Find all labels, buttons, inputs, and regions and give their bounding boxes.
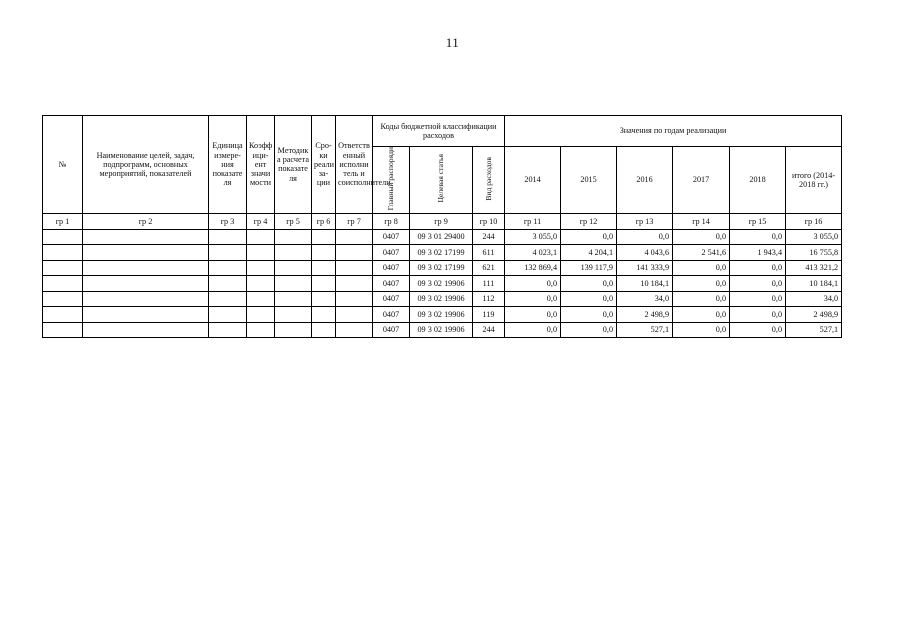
table-cell: [83, 276, 209, 292]
header-number: №: [43, 116, 83, 214]
table-cell: [209, 322, 247, 338]
table-cell: 0407: [373, 291, 410, 307]
table-cell: [247, 291, 275, 307]
table-cell: [336, 245, 373, 261]
table-cell: 0407: [373, 260, 410, 276]
budget-table: [42, 115, 842, 338]
header-target-article: Целевая статья: [410, 147, 473, 214]
table-cell: [209, 245, 247, 261]
group-label: гр 9: [410, 213, 473, 229]
header-values-by-year: Значения по годам реализации: [505, 116, 842, 147]
table-cell: 0,0: [673, 291, 730, 307]
table-row: [43, 229, 842, 245]
header-year-2016: 2016: [617, 147, 673, 214]
table-cell: 0,0: [730, 229, 786, 245]
header-year-2015: 2015: [561, 147, 617, 214]
table-cell: 0407: [373, 322, 410, 338]
table-cell: 0,0: [617, 229, 673, 245]
table-cell: [43, 322, 83, 338]
table-cell: [336, 307, 373, 323]
header-term: Сро-ки реали за-ции: [312, 116, 336, 214]
group-label: гр 7: [336, 213, 373, 229]
table-cell: [275, 307, 312, 323]
table-cell: 0,0: [561, 229, 617, 245]
table-body: [43, 229, 842, 338]
header-unit: Единица измере-ния показате ля: [209, 116, 247, 214]
table-cell: 0,0: [730, 307, 786, 323]
table-cell: 527,1: [617, 322, 673, 338]
table-cell: 09 3 02 19906: [410, 322, 473, 338]
table-cell: [43, 307, 83, 323]
group-label: гр 16: [786, 213, 842, 229]
table-cell: [275, 291, 312, 307]
table-cell: 611: [473, 245, 505, 261]
table-cell: 0,0: [505, 307, 561, 323]
table-cell: [312, 307, 336, 323]
table-cell: 09 3 02 17199: [410, 260, 473, 276]
group-label: гр 15: [730, 213, 786, 229]
group-label: гр 14: [673, 213, 730, 229]
table-cell: 0,0: [561, 322, 617, 338]
group-label: гр 6: [312, 213, 336, 229]
table-cell: [209, 276, 247, 292]
table-cell: [43, 276, 83, 292]
table-cell: [209, 291, 247, 307]
table-cell: 0407: [373, 245, 410, 261]
table-cell: [275, 276, 312, 292]
group-label: гр 10: [473, 213, 505, 229]
table-cell: 0,0: [673, 322, 730, 338]
table-cell: [83, 245, 209, 261]
table-cell: 0407: [373, 229, 410, 245]
table-cell: 0,0: [673, 307, 730, 323]
table-cell: [83, 307, 209, 323]
table-cell: [275, 322, 312, 338]
table-cell: 621: [473, 260, 505, 276]
table-cell: [43, 260, 83, 276]
page-number: 11: [445, 35, 460, 50]
table-cell: [209, 307, 247, 323]
table-cell: 111: [473, 276, 505, 292]
table-cell: 4 204,1: [561, 245, 617, 261]
group-label: гр 13: [617, 213, 673, 229]
group-label: гр 2: [83, 213, 209, 229]
table-cell: 09 3 01 29400: [410, 229, 473, 245]
table-cell: 09 3 02 19906: [410, 291, 473, 307]
table-cell: 3 055,0: [786, 229, 842, 245]
group-label: гр 5: [275, 213, 312, 229]
table-cell: 2 498,9: [786, 307, 842, 323]
table-cell: 0,0: [673, 260, 730, 276]
table-cell: [312, 291, 336, 307]
header-year-2017: 2017: [673, 147, 730, 214]
group-label: гр 12: [561, 213, 617, 229]
group-label: гр 3: [209, 213, 247, 229]
table-cell: 09 3 02 19906: [410, 307, 473, 323]
table-cell: 0,0: [730, 322, 786, 338]
group-label: гр 4: [247, 213, 275, 229]
table-cell: 0,0: [561, 291, 617, 307]
table-cell: [43, 229, 83, 245]
table-cell: [312, 229, 336, 245]
header-budget-codes: Коды бюджетной классификации расходов: [373, 116, 505, 147]
table-row: [43, 291, 842, 307]
table-cell: [336, 260, 373, 276]
header-responsible: Ответств енный исполни тель и соисполнители: [336, 116, 373, 214]
table-cell: 0,0: [673, 229, 730, 245]
table-cell: 10 184,1: [786, 276, 842, 292]
table-cell: 34,0: [786, 291, 842, 307]
table-row: [43, 276, 842, 292]
table-cell: 527,1: [786, 322, 842, 338]
table-cell: 132 869,4: [505, 260, 561, 276]
table-cell: 413 321,2: [786, 260, 842, 276]
table-cell: 34,0: [617, 291, 673, 307]
table-cell: 09 3 02 17199: [410, 245, 473, 261]
table-row: [43, 260, 842, 276]
header-coefficient: Коэфф ици-ент значи мости: [247, 116, 275, 214]
table-cell: [247, 229, 275, 245]
table-cell: 2 541,6: [673, 245, 730, 261]
table-cell: [83, 322, 209, 338]
table-cell: [336, 276, 373, 292]
table-cell: [312, 322, 336, 338]
table-row: [43, 245, 842, 261]
table-cell: 244: [473, 229, 505, 245]
header-name: Наименование целей, задач, подпрограмм, основных мероприятий, показателей: [83, 116, 209, 214]
table-cell: 0,0: [505, 322, 561, 338]
table-cell: [209, 260, 247, 276]
table-cell: 244: [473, 322, 505, 338]
table-cell: 2 498,9: [617, 307, 673, 323]
table-cell: 112: [473, 291, 505, 307]
table-cell: [247, 260, 275, 276]
table-cell: 4 043,6: [617, 245, 673, 261]
table-cell: 4 023,1: [505, 245, 561, 261]
table-cell: [83, 260, 209, 276]
table-cell: 0,0: [505, 276, 561, 292]
table-cell: [247, 245, 275, 261]
table-cell: [312, 276, 336, 292]
table-cell: 10 184,1: [617, 276, 673, 292]
table-cell: 0,0: [730, 291, 786, 307]
table-cell: [336, 322, 373, 338]
table-cell: 0,0: [673, 276, 730, 292]
table-cell: [209, 229, 247, 245]
table-cell: [83, 229, 209, 245]
header-expense-type: Вид расходов: [473, 147, 505, 214]
table-cell: 09 3 02 19906: [410, 276, 473, 292]
header-method: Методик а расчета показате ля: [275, 116, 312, 214]
table-cell: 139 117,9: [561, 260, 617, 276]
table-cell: 0407: [373, 307, 410, 323]
table-cell: [312, 245, 336, 261]
table-cell: 0,0: [561, 307, 617, 323]
group-label: гр 1: [43, 213, 83, 229]
table-cell: [312, 260, 336, 276]
table-cell: 0,0: [505, 291, 561, 307]
table-cell: [43, 245, 83, 261]
table-cell: 3 055,0: [505, 229, 561, 245]
table-row: [43, 322, 842, 338]
table-cell: [336, 229, 373, 245]
header-main-manager: Главный распоряди: [373, 147, 410, 214]
table-cell: [275, 229, 312, 245]
group-label-row: [43, 213, 842, 229]
header-year-2014: 2014: [505, 147, 561, 214]
header-total: итого (2014-2018 гг.): [786, 147, 842, 214]
header-year-2018: 2018: [730, 147, 786, 214]
table-cell: [83, 291, 209, 307]
table-cell: [247, 322, 275, 338]
table-row: [43, 307, 842, 323]
table-cell: [275, 245, 312, 261]
table-cell: 119: [473, 307, 505, 323]
group-label: гр 11: [505, 213, 561, 229]
table-cell: 16 755,8: [786, 245, 842, 261]
table-cell: 0,0: [561, 276, 617, 292]
table-cell: [275, 260, 312, 276]
table-cell: [247, 276, 275, 292]
table-cell: [43, 291, 83, 307]
group-label: гр 8: [373, 213, 410, 229]
table-cell: [247, 307, 275, 323]
table-cell: 0,0: [730, 260, 786, 276]
table-cell: 1 943,4: [730, 245, 786, 261]
table-cell: 0,0: [730, 276, 786, 292]
table-cell: 0407: [373, 276, 410, 292]
table-cell: 141 333,9: [617, 260, 673, 276]
table-cell: [336, 291, 373, 307]
